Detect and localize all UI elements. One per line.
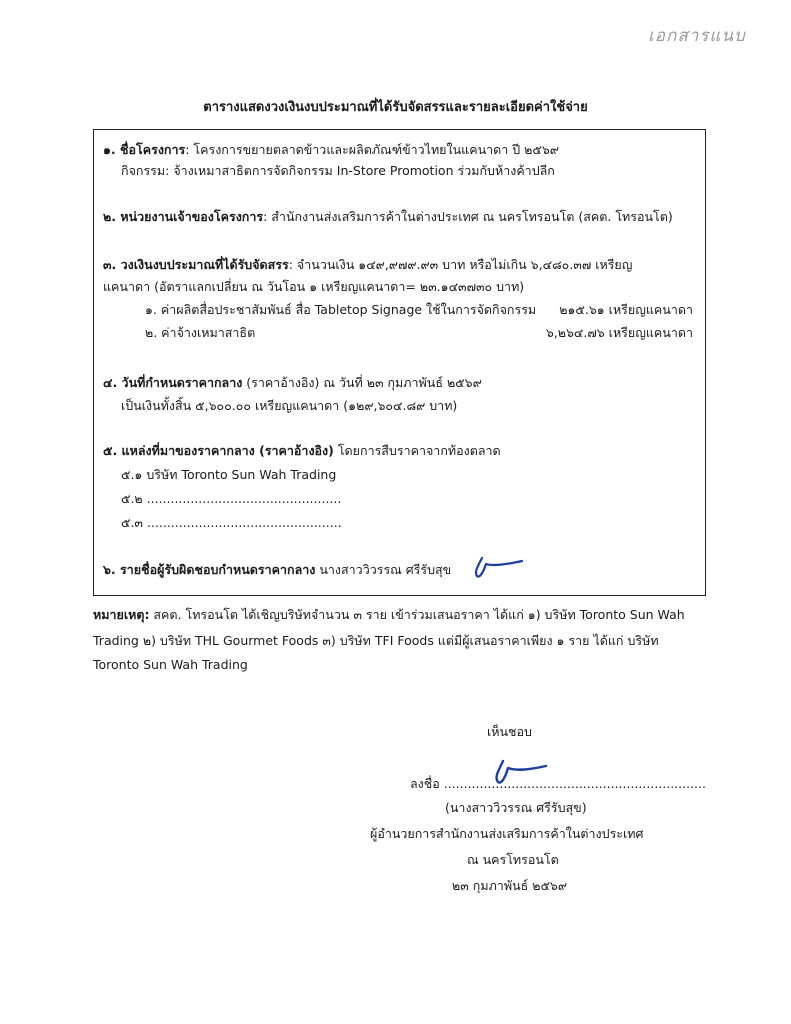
- note-text1: สคต. โทรอนโต ได้เชิญบริษัทจำนวน ๓ ราย เข้าร่วมเสนอราคา ได้แก่ ๑) บริษัท Toronto Sun Wah: [149, 607, 685, 622]
- page-title: ตารางแสดงวงเงินงบประมาณที่ได้รับจัดสรรและรายละเอียดค่าใช้จ่าย: [203, 100, 588, 115]
- item5-line: [103, 441, 501, 461]
- item2-text: : สำนักงานส่งเสริมการค้าในต่างประเทศ ณ นครโทรอนโต (สคต. โทรอนโต): [263, 209, 673, 224]
- signer-position2: ณ นครโทรอนโต: [467, 852, 559, 867]
- item5-text: โดยการสืบราคาจากท้องตลาด: [333, 443, 501, 458]
- item1-activity: กิจกรรม: จ้างเหมาสาธิตการจัดกิจกรรม In-Store Promotion ร่วมกับห้างค้าปลีก: [121, 163, 555, 178]
- sign-line: ลงชื่อ ..................................................................: [410, 776, 706, 791]
- note-line3: Toronto Sun Wah Trading: [93, 657, 248, 672]
- item4-label: ๔. วันที่กำหนดราคากลาง: [103, 375, 243, 390]
- item5-sub2: ๕.๒ .................................................: [121, 491, 342, 506]
- item3-sub1-amount: ๒๑๕.๖๑ เหรียญแคนาดา: [559, 302, 693, 317]
- note-line1: [93, 605, 685, 625]
- item3-text: : จำนวนเงิน ๑๔๙,๙๗๙.๙๓ บาท หรือไม่เกิน ๖,๔๘๐.๓๗ เหรียญ: [288, 257, 633, 272]
- item6-text: นางสาววิวรรณ ศรีรับสุข: [315, 562, 452, 577]
- item4-line: [103, 373, 482, 393]
- item3-line: [103, 255, 632, 275]
- item3-label: ๓. วงเงินงบประมาณที่ได้รับจัดสรร: [103, 257, 289, 272]
- item4-text: (ราคาอ้างอิง) ณ วันที่ ๒๓ กุมภาพันธ์ ๒๕๖๙: [242, 375, 482, 390]
- sign-date: ๒๓ กุมภาพันธ์ ๒๕๖๙: [452, 878, 568, 893]
- approve-text: เห็นชอบ: [487, 724, 532, 739]
- item2-line: [103, 207, 673, 227]
- item6-line: [103, 560, 451, 580]
- item1-label: ๑. ชื่อโครงการ: [103, 142, 186, 157]
- note-label: หมายเหตุ:: [93, 607, 150, 622]
- note-line2: Trading ๒) บริษัท THL Gourmet Foods ๓) บริษัท TFI Foods แต่มีผู้เสนอราคาเพียง ๑ ราย ได้แก่ บริษัท: [93, 633, 659, 648]
- item5-label: ๕. แหล่งที่มาของราคากลาง (ราคาอ้างอิง): [103, 443, 334, 458]
- signer-position1: ผู้อำนวยการสำนักงานส่งเสริมการค้าในต่างประเทศ: [370, 826, 644, 841]
- signature-mark-small: [468, 552, 526, 582]
- item6-label: ๖. รายชื่อผู้รับผิดชอบกำหนดราคากลาง: [103, 562, 316, 577]
- item1-line: [103, 140, 559, 160]
- item1-text: : โครงการขยายตลาดข้าวและผลิตภัณฑ์ข้าวไทยในแคนาดา ปี ๒๕๖๙: [185, 142, 559, 157]
- item4-line2: เป็นเงินทั้งสิ้น ๕,๖๐๐.๐๐ เหรียญแคนาดา (๑๒๙,๖๐๔.๘๙ บาท): [121, 398, 458, 413]
- item3-sub2-amount: ๖,๒๖๔.๗๖ เหรียญแคนาดา: [545, 325, 693, 340]
- signer-name: (นางสาววิวรรณ ศรีรับสุข): [445, 800, 587, 815]
- item5-sub3: ๕.๓ .................................................: [121, 515, 342, 530]
- item3-line2: แคนาดา (อัตราแลกเปลี่ยน ณ วันโอน ๑ เหรียญแคนาดา= ๒๓.๑๔๓๗๓๐ บาท): [103, 279, 525, 294]
- signature-mark: [488, 755, 550, 789]
- item2-label: ๒. หน่วยงานเจ้าของโครงการ: [103, 209, 264, 224]
- item3-sub1-desc: ๑. ค่าผลิตสื่อประชาสัมพันธ์ สื่อ Tabletop Signage ใช้ในการจัดกิจกรรม: [145, 302, 537, 317]
- attachment-stamp: เอกสารแนบ: [648, 26, 746, 46]
- item3-sub2-desc: ๒. ค่าจ้างเหมาสาธิต: [145, 325, 256, 340]
- item5-sub1: ๕.๑ บริษัท Toronto Sun Wah Trading: [121, 467, 337, 482]
